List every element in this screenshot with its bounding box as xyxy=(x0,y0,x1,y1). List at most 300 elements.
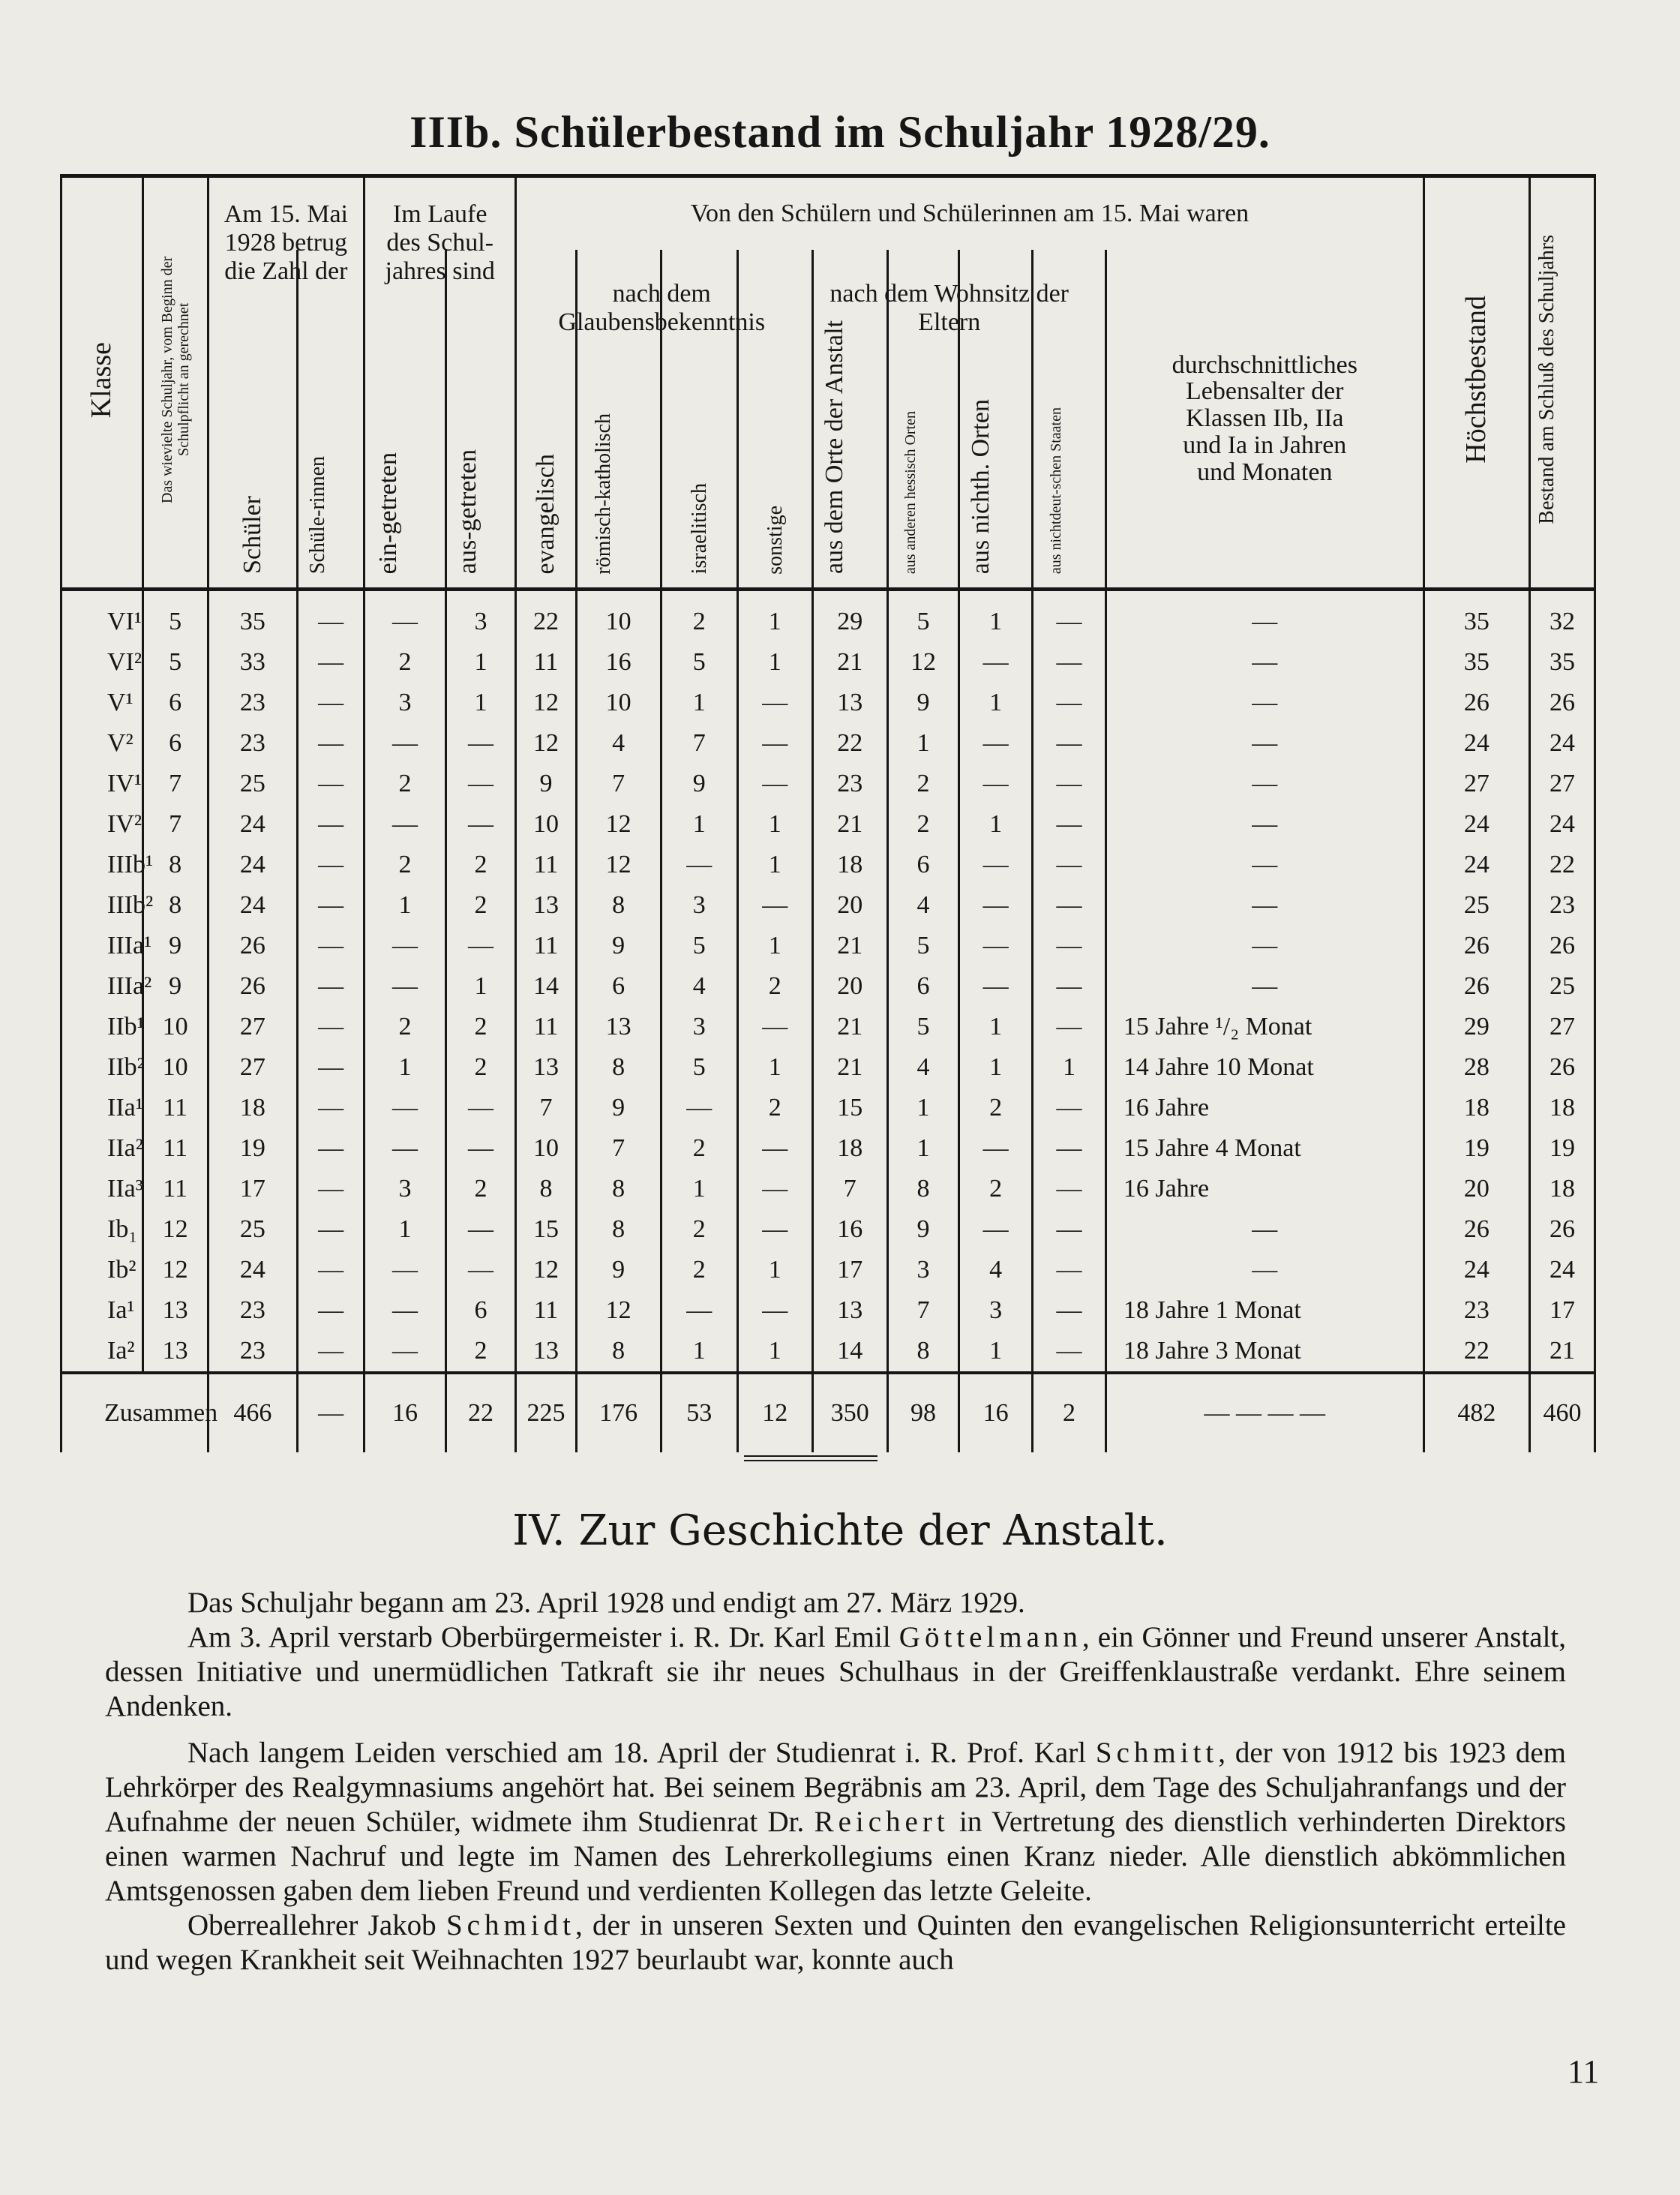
total-cell: 22 xyxy=(446,1373,515,1452)
table-cell: 21 xyxy=(812,1007,887,1047)
table-cell: 1 xyxy=(737,590,812,643)
table-cell: 11 xyxy=(516,1290,576,1331)
table-cell: — xyxy=(1033,764,1106,804)
table-cell: 2 xyxy=(737,966,812,1007)
table-cell: 2 xyxy=(661,1209,737,1250)
table-cell: 6 xyxy=(142,723,208,764)
table-cell: 3 xyxy=(887,1250,959,1290)
table-cell: — xyxy=(1033,885,1106,926)
table-cell: — xyxy=(959,1209,1033,1250)
age-cell: — xyxy=(1106,764,1424,804)
table-cell: — xyxy=(298,642,364,683)
table-cell: 4 xyxy=(959,1250,1033,1290)
table-cell: 26 xyxy=(1529,1047,1594,1088)
table-cell: — xyxy=(298,1007,364,1047)
table-cell: 3 xyxy=(364,1169,446,1209)
table-cell: 1 xyxy=(364,1209,446,1250)
age-cell: — xyxy=(1106,1209,1424,1250)
total-cell: — — — — xyxy=(1106,1373,1424,1452)
table-cell: 18 xyxy=(1529,1088,1594,1128)
table-row xyxy=(62,764,1595,804)
table-cell: 3 xyxy=(661,1007,737,1047)
table-cell: 18 xyxy=(812,845,887,885)
table-cell: 24 xyxy=(1424,723,1529,764)
table-cell: 5 xyxy=(661,1047,737,1088)
table-cell: 1 xyxy=(661,1169,737,1209)
table-cell: 11 xyxy=(516,845,576,885)
table-cell: 26 xyxy=(1529,926,1594,966)
table-cell: — xyxy=(737,1169,812,1209)
paragraph-4: Oberreallehrer Jakob Schmidt, der in unseren Sexten und Quinten den evangelischen Religionsunterricht erteilte und wegen Krankheit seit Weihnachten 1927 beurlaubt war, konnte auch xyxy=(105,1909,1566,1976)
table-cell: — xyxy=(1033,1128,1106,1169)
table-row xyxy=(62,926,1595,966)
table-cell: — xyxy=(298,1290,364,1331)
table-row xyxy=(62,723,1595,764)
total-cell: 460 xyxy=(1529,1373,1594,1452)
class-cell: IV¹ xyxy=(62,764,143,804)
table-row xyxy=(62,683,1595,723)
table-cell: 7 xyxy=(812,1169,887,1209)
table-cell: 23 xyxy=(208,1331,298,1373)
table-cell: 24 xyxy=(1424,804,1529,845)
table-cell: 1 xyxy=(737,642,812,683)
table-cell: — xyxy=(298,966,364,1007)
table-cell: 26 xyxy=(208,966,298,1007)
table-cell: 26 xyxy=(1529,1209,1594,1250)
table-cell: — xyxy=(1033,642,1106,683)
total-cell: 16 xyxy=(959,1373,1033,1452)
class-cell: IIa² xyxy=(62,1128,143,1169)
table-cell: — xyxy=(446,1209,515,1250)
table-cell: 21 xyxy=(812,1047,887,1088)
table-cell: 11 xyxy=(516,1007,576,1047)
table-cell: 25 xyxy=(1529,966,1594,1007)
paragraph-1: Das Schuljahr begann am 23. April 1928 und endigt am 27. März 1929. xyxy=(188,1587,1025,1619)
class-cell: Ib² xyxy=(62,1250,143,1290)
table-cell: 10 xyxy=(516,804,576,845)
table-cell: 2 xyxy=(887,764,959,804)
class-cell: VI² xyxy=(62,642,143,683)
table-cell: 9 xyxy=(887,683,959,723)
table-cell: 17 xyxy=(208,1169,298,1209)
table-row xyxy=(62,1088,1595,1128)
table-cell: 24 xyxy=(208,804,298,845)
table-cell: 9 xyxy=(142,926,208,966)
table-cell: 23 xyxy=(812,764,887,804)
header-lebensalter: durchschnittliches Lebensalter der Klassen IIb, IIa und Ia in Jahren und Monaten xyxy=(1106,250,1424,590)
table-cell: 24 xyxy=(1529,1250,1594,1290)
table-cell: 2 xyxy=(446,1331,515,1373)
table-cell: 5 xyxy=(661,926,737,966)
table-cell: 2 xyxy=(959,1169,1033,1209)
table-row xyxy=(62,966,1595,1007)
table-cell: 35 xyxy=(1424,590,1529,643)
table-cell: 13 xyxy=(812,683,887,723)
table-cell: 2 xyxy=(364,1007,446,1047)
table-cell: 1 xyxy=(1033,1047,1106,1088)
total-cell: 98 xyxy=(887,1373,959,1452)
table-cell: — xyxy=(364,1088,446,1128)
table-cell: 27 xyxy=(208,1007,298,1047)
table-row xyxy=(62,1047,1595,1088)
table-cell: 12 xyxy=(516,683,576,723)
table-cell: — xyxy=(737,1128,812,1169)
table-cell: 11 xyxy=(142,1128,208,1169)
table-cell: 6 xyxy=(142,683,208,723)
header-ort: nach dem Wohnsitz der Eltern aus dem Orte der Anstalt xyxy=(812,250,887,590)
table-cell: 2 xyxy=(364,642,446,683)
table-cell: 2 xyxy=(446,1047,515,1088)
table-cell: 1 xyxy=(737,1250,812,1290)
total-cell: 466 xyxy=(208,1373,298,1452)
table-cell: — xyxy=(737,885,812,926)
table-cell: 13 xyxy=(142,1331,208,1373)
table-cell: 5 xyxy=(887,1007,959,1047)
table-cell: 8 xyxy=(576,1209,661,1250)
table-cell: 10 xyxy=(576,590,661,643)
table-cell: — xyxy=(364,1128,446,1169)
class-cell: IIIb¹ xyxy=(62,845,143,885)
table-cell: — xyxy=(298,590,364,643)
class-cell: Ib₁ xyxy=(62,1209,143,1250)
table-cell: 4 xyxy=(887,1047,959,1088)
class-cell: IIIb² xyxy=(62,885,143,926)
table-cell: 1 xyxy=(737,804,812,845)
table-cell: — xyxy=(446,1250,515,1290)
table-cell: 1 xyxy=(887,723,959,764)
table-cell: 21 xyxy=(812,926,887,966)
table-cell: 18 xyxy=(812,1128,887,1169)
table-cell: — xyxy=(298,1047,364,1088)
header-eingetreten: ein-getreten xyxy=(364,250,446,590)
table-cell: — xyxy=(959,642,1033,683)
table-cell: 24 xyxy=(208,845,298,885)
table-cell: — xyxy=(298,845,364,885)
table-cell: 19 xyxy=(208,1128,298,1169)
table-cell: — xyxy=(1033,1169,1106,1209)
table-cell: 8 xyxy=(887,1169,959,1209)
table-cell: — xyxy=(298,1088,364,1128)
table-cell: 9 xyxy=(576,1088,661,1128)
table-cell: — xyxy=(298,1128,364,1169)
table-cell: 2 xyxy=(661,590,737,643)
table-cell: 22 xyxy=(516,590,576,643)
table-cell: 1 xyxy=(959,1007,1033,1047)
table-cell: 23 xyxy=(1529,885,1594,926)
table-cell: 26 xyxy=(1424,1209,1529,1250)
table-cell: 35 xyxy=(1529,642,1594,683)
table-cell: 10 xyxy=(516,1128,576,1169)
total-cell: 176 xyxy=(576,1373,661,1452)
age-cell: — xyxy=(1106,845,1424,885)
table-cell: 2 xyxy=(364,845,446,885)
table-cell: 13 xyxy=(516,1047,576,1088)
table-row xyxy=(62,885,1595,926)
table-cell: 27 xyxy=(208,1047,298,1088)
table-cell: 8 xyxy=(142,845,208,885)
table-cell: — xyxy=(1033,590,1106,643)
table-cell: 1 xyxy=(661,804,737,845)
table-cell: 23 xyxy=(208,723,298,764)
table-row xyxy=(62,845,1595,885)
age-cell: — xyxy=(1106,590,1424,643)
table-cell: 24 xyxy=(1529,723,1594,764)
table-cell: 23 xyxy=(208,683,298,723)
table-row xyxy=(62,1209,1595,1250)
section-heading: IV. Zur Geschichte der Anstalt. xyxy=(512,1506,1168,1555)
table-cell: — xyxy=(364,590,446,643)
table-cell: 11 xyxy=(516,642,576,683)
class-cell: V² xyxy=(62,723,143,764)
age-cell: 15 Jahre ¹/₂ Monat xyxy=(1106,1007,1424,1047)
table-cell: 27 xyxy=(1529,1007,1594,1047)
table-cell: — xyxy=(1033,723,1106,764)
table-cell: 18 xyxy=(1529,1169,1594,1209)
table-cell: — xyxy=(737,683,812,723)
table-cell: 25 xyxy=(208,1209,298,1250)
table-cell: 2 xyxy=(446,845,515,885)
age-cell: 16 Jahre xyxy=(1106,1088,1424,1128)
header-evangelisch: nach dem Glaubensbekenntnis evangelisch xyxy=(516,250,576,590)
table-cell: 18 xyxy=(208,1088,298,1128)
table-cell: 7 xyxy=(142,764,208,804)
table-cell: — xyxy=(959,723,1033,764)
table-cell: 11 xyxy=(142,1169,208,1209)
table-cell: 1 xyxy=(446,683,515,723)
table-cell: — xyxy=(1033,1290,1106,1331)
age-cell: — xyxy=(1106,683,1424,723)
header-sonstige: sonstige xyxy=(737,250,812,590)
table-cell: 5 xyxy=(887,590,959,643)
table-cell: 13 xyxy=(516,885,576,926)
table-cell: 27 xyxy=(1424,764,1529,804)
table-cell: — xyxy=(959,966,1033,1007)
table-cell: — xyxy=(446,723,515,764)
total-cell: 2 xyxy=(1033,1373,1106,1452)
header-bestand-schluss: Bestand am Schluß des Schuljahrs xyxy=(1529,176,1594,590)
table-cell: 1 xyxy=(446,642,515,683)
table-cell: 2 xyxy=(959,1088,1033,1128)
table-row xyxy=(62,1290,1595,1331)
table-cell: 8 xyxy=(576,885,661,926)
table-cell: 8 xyxy=(142,885,208,926)
table-row xyxy=(62,1331,1595,1373)
table-cell: — xyxy=(737,1290,812,1331)
class-cell: Ia¹ xyxy=(62,1290,143,1331)
table-cell: 9 xyxy=(142,966,208,1007)
header-hoechstbestand: Höchstbestand xyxy=(1424,176,1529,590)
header-hessisch: aus anderen hessisch Orten xyxy=(887,250,959,590)
table-cell: — xyxy=(298,885,364,926)
table-cell: 9 xyxy=(576,926,661,966)
table-cell: 23 xyxy=(208,1290,298,1331)
table-cell: 6 xyxy=(887,845,959,885)
table-cell: — xyxy=(737,723,812,764)
table-cell: 14 xyxy=(516,966,576,1007)
table-cell: — xyxy=(446,926,515,966)
table-cell: — xyxy=(298,926,364,966)
table-cell: 26 xyxy=(208,926,298,966)
table-cell: 35 xyxy=(208,590,298,643)
table-cell: — xyxy=(1033,1250,1106,1290)
table-cell: — xyxy=(298,1209,364,1250)
table-cell: 22 xyxy=(1529,845,1594,885)
total-cell: 16 xyxy=(364,1373,446,1452)
table-cell: 9 xyxy=(661,764,737,804)
table-cell: 32 xyxy=(1529,590,1594,643)
table-cell: 12 xyxy=(576,804,661,845)
table-cell: 4 xyxy=(887,885,959,926)
age-cell: — xyxy=(1106,885,1424,926)
table-cell: 33 xyxy=(208,642,298,683)
age-cell: 16 Jahre xyxy=(1106,1169,1424,1209)
table-cell: — xyxy=(298,1250,364,1290)
table-cell: 12 xyxy=(516,1250,576,1290)
table-cell: 8 xyxy=(576,1169,661,1209)
table-cell: 12 xyxy=(576,1290,661,1331)
paragraph-3: Nach langem Leiden verschied am 18. April der Studienrat i. R. Prof. Karl Schmitt, der von 1912 bis 1923 dem Lehrkörper des Realgymnasiums angehört hat. Bei seinem Begräbnis am 23. April, dem Tage des Schuljahranfangs und der Aufnahme der neuen Schüler, widmete ihm Studienrat Dr. Reichert in Vertretung des dienstlich verhinderten Direktors einen warmen Nachruf und legte im Namen des Lehrerkollegiums einen Kranz nieder. Alle dienstlich abkömmlichen Amtsgenossen gaben dem lieben Freund und verdienten Kollegen das letzte Geleite. xyxy=(105,1737,1566,1907)
table-cell: — xyxy=(446,1088,515,1128)
total-cell: — xyxy=(298,1373,364,1452)
header-katholisch: römisch-katholisch xyxy=(576,250,661,590)
table-cell: 17 xyxy=(1529,1290,1594,1331)
table-cell: — xyxy=(1033,1209,1106,1250)
table-cell: 18 xyxy=(1424,1088,1529,1128)
class-cell: IIa¹ xyxy=(62,1088,143,1128)
table-cell: 22 xyxy=(812,723,887,764)
table-cell: — xyxy=(959,764,1033,804)
table-cell: 24 xyxy=(1529,804,1594,845)
table-cell: — xyxy=(959,845,1033,885)
table-cell: 11 xyxy=(516,926,576,966)
table-cell: — xyxy=(364,723,446,764)
table-cell: 28 xyxy=(1424,1047,1529,1088)
name-schmidt: Schmidt xyxy=(446,1909,575,1941)
total-cell: 482 xyxy=(1424,1373,1529,1452)
table-cell: 5 xyxy=(887,926,959,966)
total-cell: 53 xyxy=(661,1373,737,1452)
class-cell: VI¹ xyxy=(62,590,143,643)
total-cell: 350 xyxy=(812,1373,887,1452)
table-cell: 13 xyxy=(516,1331,576,1373)
table-cell: — xyxy=(1033,926,1106,966)
table-cell: — xyxy=(446,764,515,804)
age-cell: — xyxy=(1106,1250,1424,1290)
age-cell: 14 Jahre 10 Monat xyxy=(1106,1047,1424,1088)
table-cell: 24 xyxy=(208,1250,298,1290)
table-cell: 6 xyxy=(887,966,959,1007)
table-cell: — xyxy=(364,1331,446,1373)
table-cell: 29 xyxy=(1424,1007,1529,1047)
table-cell: — xyxy=(737,1209,812,1250)
table-cell: 12 xyxy=(576,845,661,885)
table-row xyxy=(62,804,1595,845)
divider xyxy=(744,1455,878,1461)
table-cell: 1 xyxy=(737,926,812,966)
table-cell: — xyxy=(1033,1007,1106,1047)
header-israelitisch: israelitisch xyxy=(661,250,737,590)
table-cell: 1 xyxy=(737,1047,812,1088)
table-cell: 1 xyxy=(446,966,515,1007)
table-cell: — xyxy=(364,1290,446,1331)
table-cell: — xyxy=(959,926,1033,966)
table-row xyxy=(62,1007,1595,1047)
table-cell: 1 xyxy=(959,590,1033,643)
table-cell: 10 xyxy=(142,1007,208,1047)
table-cell: 1 xyxy=(887,1128,959,1169)
header-von-den-schuelern: Von den Schülern und Schülerinnen am 15. Mai waren xyxy=(516,176,1424,251)
table-cell: 1 xyxy=(959,1047,1033,1088)
table-cell: — xyxy=(661,1088,737,1128)
table-cell: — xyxy=(1033,1088,1106,1128)
header-schuljahr: Das wievielte Schuljahr, vom Beginn der Schulpflicht an gerechnet xyxy=(142,176,208,590)
header-ausland: aus nichtdeut-schen Staaten xyxy=(1033,250,1106,590)
table-cell: 13 xyxy=(576,1007,661,1047)
class-cell: IV² xyxy=(62,804,143,845)
header-schueler: Schüler xyxy=(208,250,298,590)
table-cell: 2 xyxy=(737,1088,812,1128)
table-cell: 29 xyxy=(812,590,887,643)
table-cell: 4 xyxy=(576,723,661,764)
table-cell: 7 xyxy=(142,804,208,845)
total-label: Zusammen xyxy=(62,1373,208,1452)
table-cell: 2 xyxy=(446,1007,515,1047)
table-cell: — xyxy=(1033,845,1106,885)
table-cell: 7 xyxy=(576,1128,661,1169)
table-cell: 13 xyxy=(812,1290,887,1331)
class-cell: IIa³ xyxy=(62,1169,143,1209)
table-cell: 12 xyxy=(887,642,959,683)
table-cell: 24 xyxy=(1424,845,1529,885)
table-cell: 25 xyxy=(208,764,298,804)
table-cell: — xyxy=(661,845,737,885)
table-cell: 26 xyxy=(1424,966,1529,1007)
class-cell: V¹ xyxy=(62,683,143,723)
table-cell: 21 xyxy=(812,642,887,683)
table-cell: 15 xyxy=(812,1088,887,1128)
table-cell: 2 xyxy=(661,1250,737,1290)
table-cell: 6 xyxy=(576,966,661,1007)
table-row xyxy=(62,1169,1595,1209)
table-cell: 2 xyxy=(887,804,959,845)
table-cell: 35 xyxy=(1424,642,1529,683)
age-cell: 18 Jahre 1 Monat xyxy=(1106,1290,1424,1331)
table-cell: 19 xyxy=(1424,1128,1529,1169)
table-cell: 27 xyxy=(1529,764,1594,804)
table-cell: 3 xyxy=(959,1290,1033,1331)
table-cell: 2 xyxy=(661,1128,737,1169)
table-cell: 10 xyxy=(576,683,661,723)
table-cell: 12 xyxy=(142,1250,208,1290)
table-cell: — xyxy=(1033,1331,1106,1373)
total-cell: 12 xyxy=(737,1373,812,1452)
class-cell: IIIa¹ xyxy=(62,926,143,966)
table-cell: 8 xyxy=(576,1331,661,1373)
page-number: 11 xyxy=(1568,2053,1600,2090)
age-cell: — xyxy=(1106,642,1424,683)
student-statistics-table xyxy=(60,174,1596,1452)
table-cell: 1 xyxy=(959,683,1033,723)
table-cell: — xyxy=(298,804,364,845)
header-am-15-mai: Am 15. Mai 1928 betrug die Zahl der xyxy=(208,176,364,251)
table-cell: — xyxy=(298,1331,364,1373)
table-cell: 17 xyxy=(812,1250,887,1290)
table-cell: 5 xyxy=(661,642,737,683)
table-row xyxy=(62,590,1595,643)
table-cell: — xyxy=(364,926,446,966)
table-cell: 26 xyxy=(1424,683,1529,723)
total-row xyxy=(62,1373,1595,1452)
